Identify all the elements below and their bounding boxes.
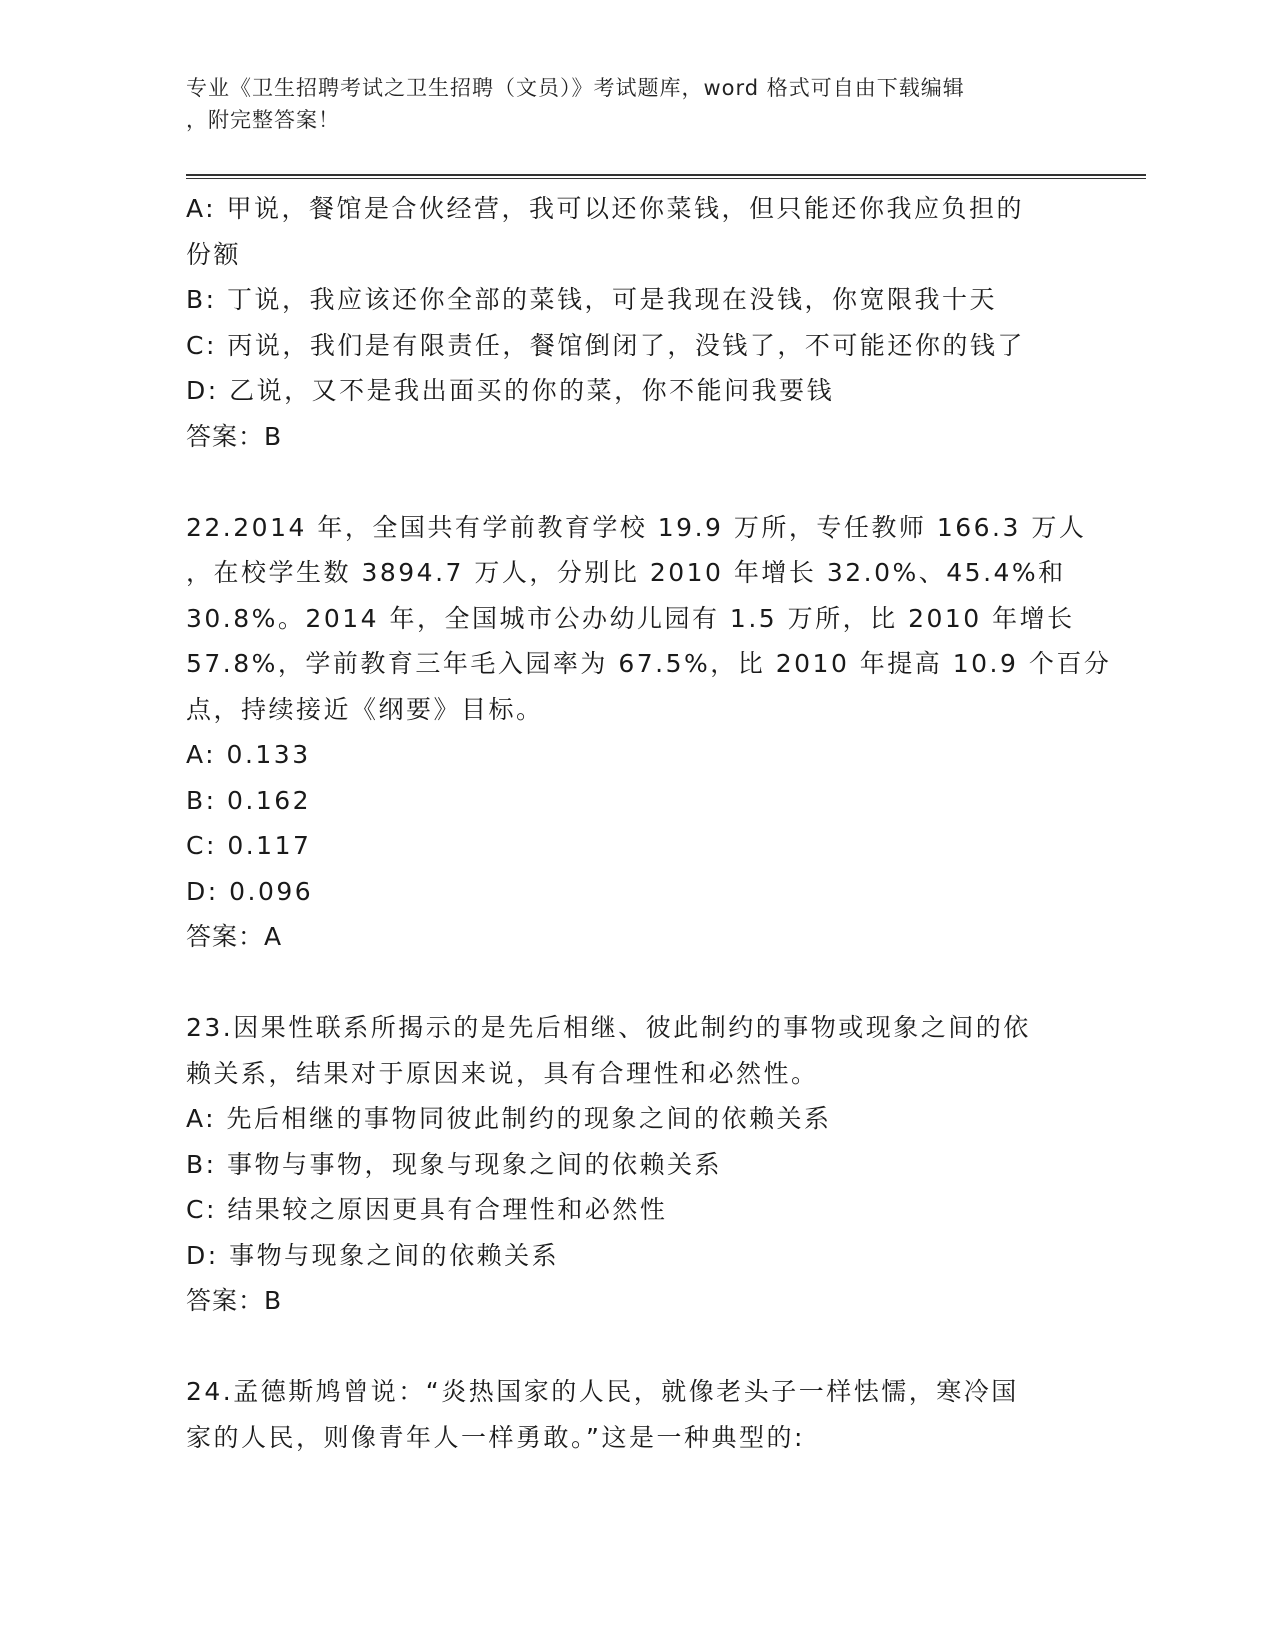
question-stem: 家的人民，则像青年人一样勇敢。”这是一种典型的:: [186, 1422, 805, 1452]
option-b: B: 丁说，我应该还你全部的菜钱，可是我现在没钱，你宽限我十天: [186, 285, 998, 314]
header-line: 专业《卫生招聘考试之卫生招聘（文员）》考试题库，word 格式可自由下载编辑: [186, 76, 965, 100]
question-23: [186, 1005, 1086, 1324]
option-c: C: 丙说，我们是有限责任，餐馆倒闭了，没钱了，不可能还你的钱了: [186, 330, 1025, 360]
header-divider: [186, 174, 1146, 179]
spacer: [186, 1324, 1086, 1370]
answer: 答案：A: [186, 922, 283, 951]
answer: 答案：B: [186, 421, 283, 451]
question-stem: 点，持续接近《纲要》目标。: [186, 694, 544, 724]
question-21: [186, 186, 1086, 459]
answer: 答案：B: [186, 1286, 283, 1315]
question-24: [186, 1369, 1086, 1460]
question-stem: 24.孟德斯鸠曾说：“炎热国家的人民，就像老头子一样怯懦，寒冷国: [186, 1377, 1019, 1406]
option-c: C: 结果较之原因更具有合理性和必然性: [186, 1195, 668, 1224]
spacer: [186, 459, 1086, 505]
question-stem: 23.因果性联系所揭示的是先后相继、彼此制约的事物或现象之间的依: [186, 1013, 1031, 1042]
option-a-continued: 份额: [186, 239, 242, 269]
spacer: [186, 960, 1086, 1006]
option-b: B: 事物与事物，现象与现象之间的依赖关系: [186, 1149, 723, 1179]
option-d: D: 事物与现象之间的依赖关系: [186, 1240, 560, 1270]
option-d: D: 0.096: [186, 876, 314, 906]
page-header: [186, 72, 1066, 136]
question-content: [186, 186, 1112, 1460]
question-stem: ，在校学生数 3894.7 万人，分别比 2010 年增长 32.0%、45.4%和: [186, 558, 1066, 587]
option-c: C: 0.117: [186, 831, 312, 860]
question-stem: 赖关系，结果对于原因来说，具有合理性和必然性。: [186, 1058, 819, 1088]
question-stem: 22.2014 年，全国共有学前教育学校 19.9 万所，专任教师 166.3 万人: [186, 512, 1087, 542]
option-a: A: 先后相继的事物同彼此制约的现象之间的依赖关系: [186, 1104, 832, 1133]
option-a: A: 0.133: [186, 740, 311, 769]
question-22: [186, 505, 1112, 960]
header-line: ，附完整答案！: [186, 108, 340, 132]
option-b: B: 0.162: [186, 785, 312, 815]
question-stem: 57.8%，学前教育三年毛入园率为 67.5%，比 2010 年提高 10.9 个百分: [186, 649, 1112, 678]
option-d: D: 乙说，又不是我出面买的你的菜，你不能问我要钱: [186, 376, 835, 405]
question-stem: 30.8%。2014 年，全国城市公办幼儿园有 1.5 万所，比 2010 年增长: [186, 603, 1075, 633]
option-a: A: 甲说，餐馆是合伙经营，我可以还你菜钱，但只能还你我应负担的: [186, 194, 1025, 223]
